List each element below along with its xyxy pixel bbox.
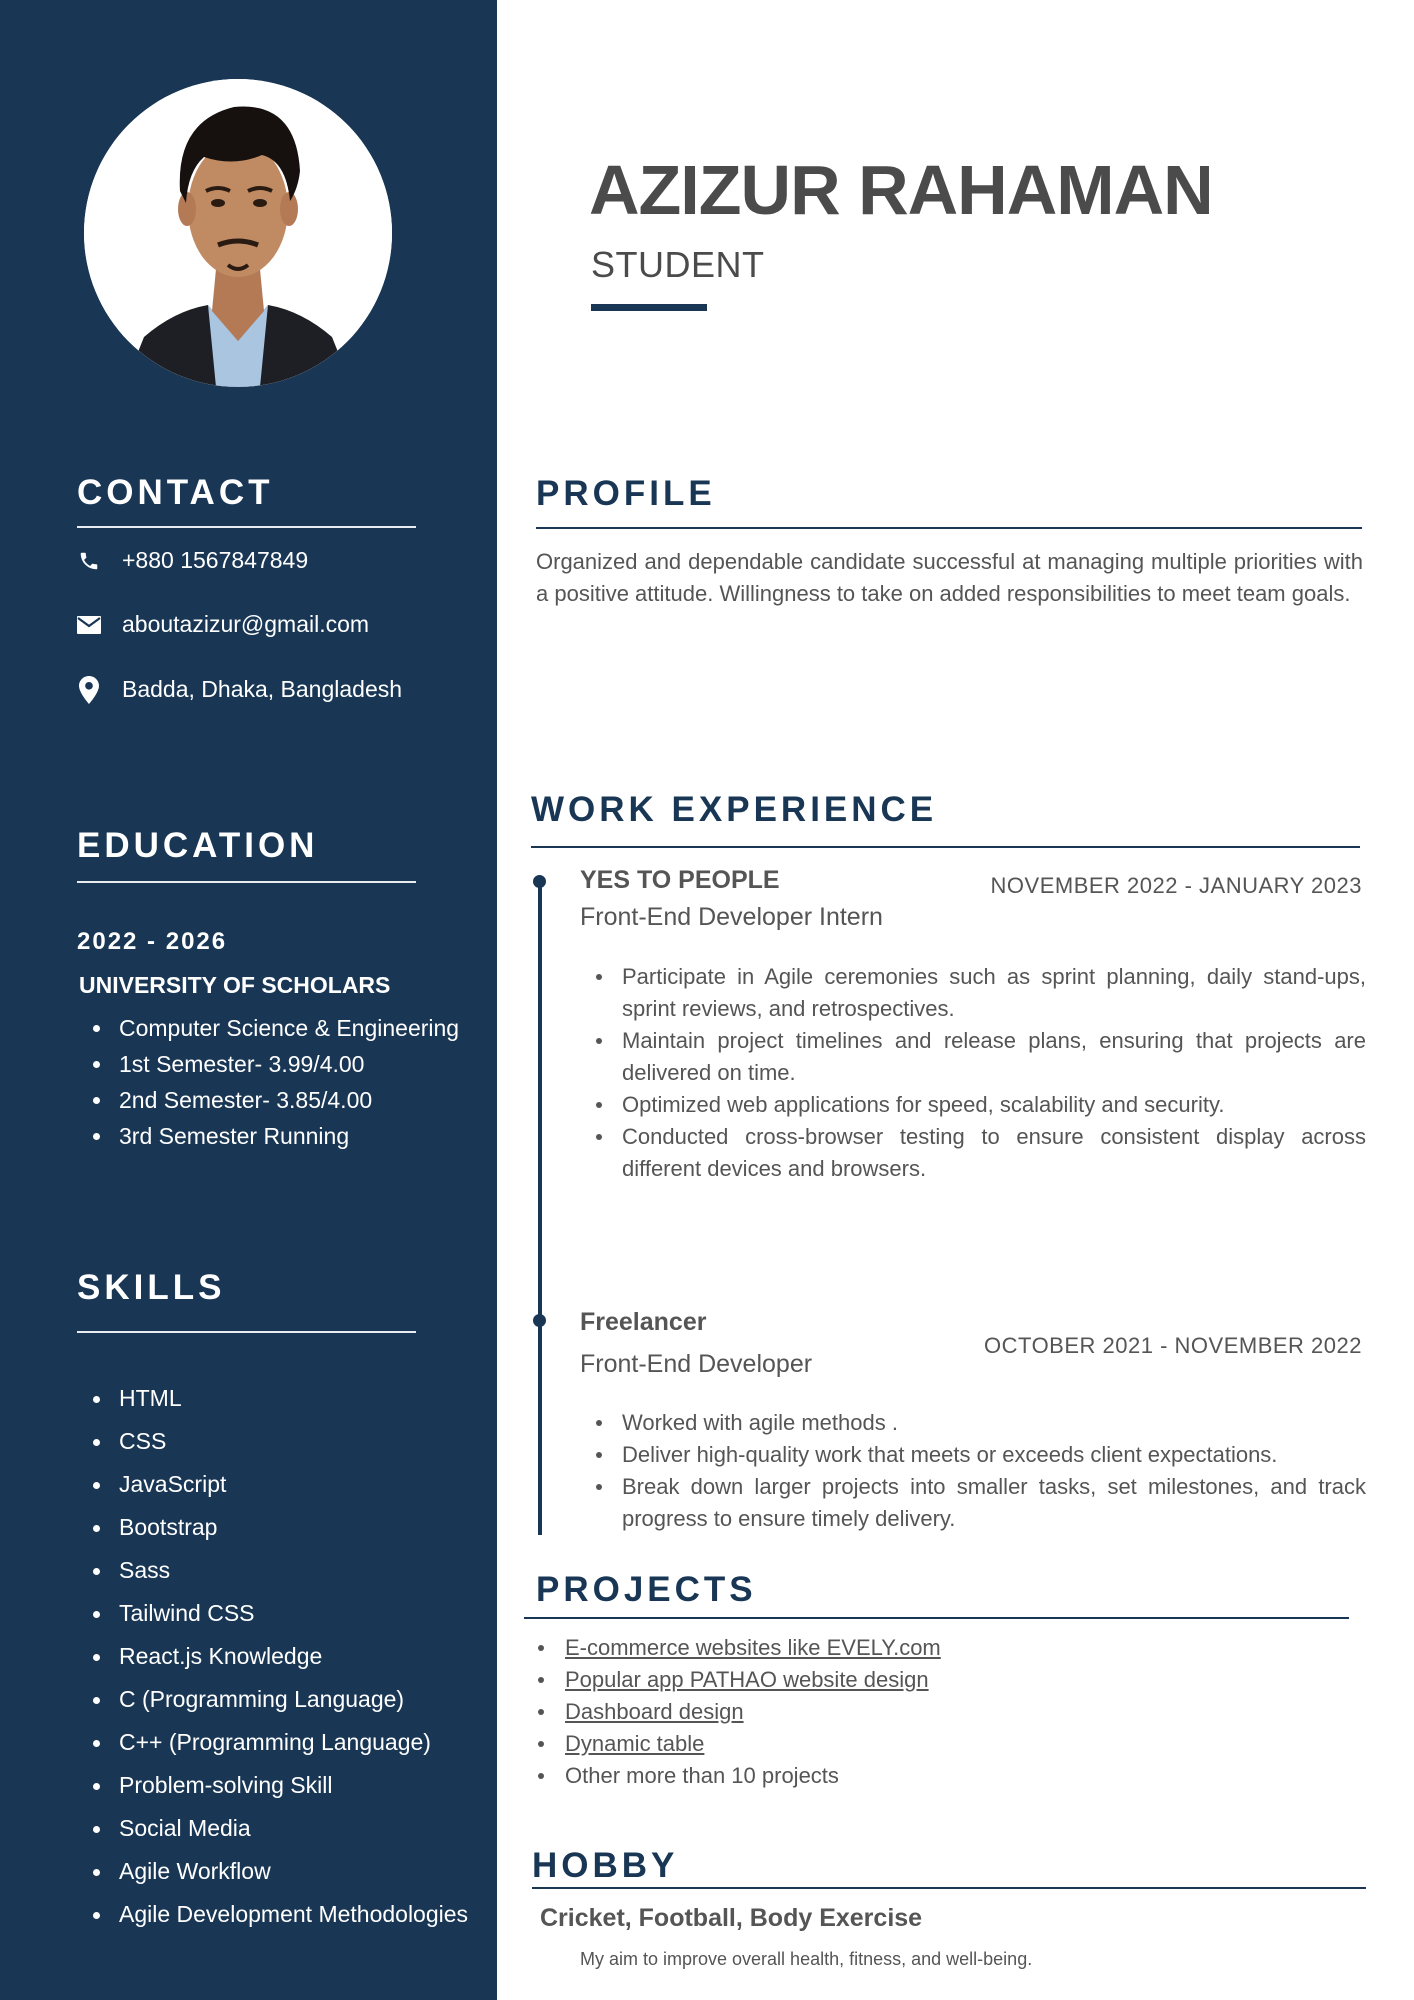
job-dates: NOVEMBER 2022 - JANUARY 2023 [990, 873, 1362, 898]
location-pin-icon [77, 677, 101, 703]
education-years: 2022 - 2026 [77, 928, 228, 955]
job-dates: OCTOBER 2021 - NOVEMBER 2022 [984, 1333, 1362, 1358]
candidate-name: AZIZUR RAHAMAN [589, 151, 1213, 229]
hobby-description: My aim to improve overall health, fitness, and well-being. [580, 1949, 1033, 1969]
job-bullets [596, 961, 1366, 1185]
profile-heading: PROFILE [536, 474, 716, 513]
contact-phone[interactable] [77, 547, 308, 574]
list-item: Agile Workflow [92, 1850, 468, 1893]
hobby-heading: HOBBY [532, 1846, 679, 1885]
list-item: CSS [92, 1420, 468, 1463]
contact-heading: CONTACT [77, 473, 274, 512]
list-item: Participate in Agile ceremonies such as sprint planning, daily stand-ups, sprint reviews, and retrospectives. [596, 961, 1366, 1025]
candidate-role: STUDENT [591, 244, 765, 285]
education-list [92, 1010, 459, 1154]
list-item: Social Media [92, 1807, 468, 1850]
contact-divider [77, 526, 416, 528]
profile-summary: Organized and dependable candidate successful at managing multiple priorities with a positive attitude. Willingness to take on added responsibilities to meet team goals. [536, 549, 1363, 606]
email-address: aboutazizur@gmail.com [122, 611, 370, 637]
education-school: UNIVERSITY OF SCHOLARS [79, 972, 391, 998]
list-item: Worked with agile methods . [596, 1407, 1366, 1439]
work-divider [531, 846, 1360, 848]
location-text: Badda, Dhaka, Bangladesh [122, 676, 403, 702]
list-item: Bootstrap [92, 1506, 468, 1549]
profile-divider [536, 527, 1362, 529]
avatar [84, 79, 392, 387]
project-link[interactable]: Popular app PATHAO website design [538, 1664, 941, 1696]
profile-photo [84, 79, 392, 387]
project-link[interactable]: E-commerce websites like EVELY.com [538, 1632, 941, 1664]
list-item: 2nd Semester- 3.85/4.00 [92, 1082, 459, 1118]
list-item: Optimized web applications for speed, scalability and security. [596, 1089, 1366, 1121]
timeline-dot [533, 1314, 546, 1327]
job-company: Freelancer [580, 1308, 707, 1336]
list-item: Other more than 10 projects [538, 1760, 941, 1792]
sidebar [0, 0, 497, 2000]
list-item: Deliver high-quality work that meets or exceeds client expectations. [596, 1439, 1366, 1471]
timeline-line [538, 880, 542, 1535]
list-item: Maintain project timelines and release plans, ensuring that projects are delivered on time. [596, 1025, 1366, 1089]
role-underline [591, 304, 707, 311]
list-item: Computer Science & Engineering [92, 1010, 459, 1046]
projects-divider [524, 1617, 1349, 1619]
hobby-title: Cricket, Football, Body Exercise [540, 1904, 923, 1932]
list-item: C (Programming Language) [92, 1678, 468, 1721]
list-item: JavaScript [92, 1463, 468, 1506]
mail-icon [77, 612, 101, 638]
job-company: YES TO PEOPLE [580, 866, 780, 894]
contact-location [77, 676, 402, 703]
list-item: Problem-solving Skill [92, 1764, 468, 1807]
list-item: 1st Semester- 3.99/4.00 [92, 1046, 459, 1082]
list-item: C++ (Programming Language) [92, 1721, 468, 1764]
list-item: Agile Development Methodologies [92, 1893, 468, 1936]
timeline-dot [533, 875, 546, 888]
project-link[interactable]: Dashboard design [538, 1696, 941, 1728]
list-item: HTML [92, 1377, 468, 1420]
phone-icon [77, 548, 101, 574]
projects-heading: PROJECTS [536, 1570, 757, 1609]
work-heading: WORK EXPERIENCE [531, 790, 938, 829]
job-position: Front-End Developer [580, 1350, 813, 1378]
list-item: 3rd Semester Running [92, 1118, 459, 1154]
education-heading: EDUCATION [77, 826, 319, 865]
contact-email[interactable] [77, 611, 369, 638]
skills-heading: SKILLS [77, 1268, 226, 1307]
list-item: React.js Knowledge [92, 1635, 468, 1678]
list-item: Sass [92, 1549, 468, 1592]
job-bullets [596, 1407, 1366, 1535]
skills-list [92, 1377, 468, 1936]
skills-divider [77, 1331, 416, 1333]
list-item: Break down larger projects into smaller tasks, set milestones, and track progress to ensure timely delivery. [596, 1471, 1366, 1535]
job-position: Front-End Developer Intern [580, 903, 883, 931]
list-item: Tailwind CSS [92, 1592, 468, 1635]
education-divider [77, 881, 416, 883]
project-link[interactable]: Dynamic table [538, 1728, 941, 1760]
projects-list [538, 1632, 941, 1792]
hobby-divider [532, 1887, 1366, 1889]
list-item: Conducted cross-browser testing to ensure consistent display across different devices and browsers. [596, 1121, 1366, 1185]
phone-number: +880 1567847849 [122, 547, 309, 573]
